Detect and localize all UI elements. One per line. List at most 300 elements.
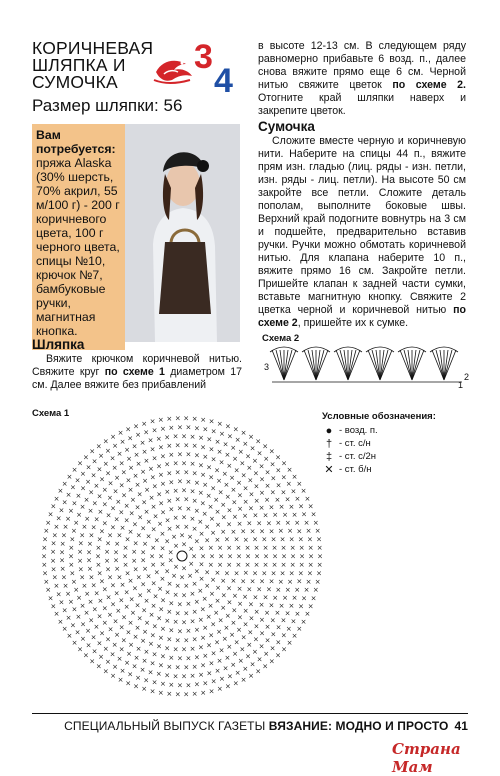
stitch-mark: × (306, 569, 313, 578)
fan-stitch (372, 350, 380, 380)
stitch-mark: × (111, 464, 118, 473)
stitch-mark: × (107, 573, 113, 582)
stitch-mark: × (98, 527, 105, 536)
stitch-mark: × (183, 416, 190, 423)
stitch-mark: × (202, 425, 209, 434)
legend-text-sc: - ст. б/н (339, 463, 372, 475)
stitch-mark: × (179, 573, 185, 582)
stitch-mark: × (191, 608, 198, 617)
stitch-mark: × (81, 523, 88, 531)
stitch-mark: × (142, 540, 148, 548)
stitch-mark: × (216, 657, 223, 665)
materials-text: пряжа Alaska (30% шерсть, 70% акрил, 55 м/100 г) - 200 г коричневого цвета, 100 г черного цвета, спицы №10, крючок №7, бамбуковые ручки, магнитная кнопка. (36, 156, 120, 338)
stitch-mark: × (191, 579, 198, 588)
stitch-mark: × (105, 469, 112, 478)
stitch-mark: × (116, 573, 123, 582)
stitch-mark: × (159, 424, 166, 433)
stitch-mark: × (214, 667, 221, 676)
bird-logo-icon (150, 50, 200, 90)
stitch-mark: × (143, 676, 150, 685)
stitch-mark: × (298, 561, 305, 569)
stitch-mark: × (256, 519, 263, 528)
stitch-mark: × (69, 535, 76, 544)
stitch-mark: × (174, 609, 181, 618)
stitch-mark: × (139, 665, 146, 674)
stitch-mark: × (185, 654, 192, 663)
stitch-mark: × (77, 539, 84, 548)
stitch-mark: × (216, 448, 223, 456)
chart-center-ring (177, 551, 187, 561)
stitch-mark: × (59, 565, 66, 574)
stitch-mark: × (113, 548, 120, 557)
stitch-mark: × (256, 655, 263, 664)
stitch-mark: × (247, 504, 254, 513)
stitch-mark: × (90, 523, 97, 532)
stitch-mark: × (261, 569, 268, 578)
stitch-mark: × (210, 576, 216, 585)
stitch-mark: × (226, 543, 233, 552)
stitch-mark: × (118, 481, 125, 490)
stitch-mark: × (221, 469, 228, 478)
stitch-mark: × (93, 515, 100, 524)
stitch-mark: × (236, 491, 243, 500)
stitch-mark: × (140, 524, 147, 533)
hat-text-3: диаметром 17 см. Далее вяжите без прибавлений (32, 366, 243, 391)
stitch-mark: × (189, 433, 196, 441)
stitch-mark: × (159, 544, 166, 553)
fan-stitch (340, 350, 348, 380)
stitch-mark: × (59, 556, 66, 565)
stitch-mark: × (58, 506, 65, 515)
stitch-mark: × (131, 662, 138, 671)
stitch-mark: × (51, 531, 58, 540)
stitch-mark: × (183, 636, 190, 645)
stitch-mark: × (168, 505, 175, 514)
single-crochet-icon: ✕ (324, 463, 334, 476)
stitch-mark: × (256, 449, 263, 458)
stitch-mark: × (133, 653, 140, 662)
stitch-mark: × (74, 628, 81, 637)
stitch-mark: × (143, 648, 150, 657)
stitch-mark: × (198, 544, 205, 553)
stitch-mark: × (252, 535, 259, 544)
stitch-mark: × (132, 472, 139, 480)
stitch-mark: × (181, 564, 188, 573)
stitch-mark: × (119, 438, 126, 446)
stitch-mark: × (252, 635, 259, 644)
stitch-mark: × (58, 598, 65, 607)
stitch-mark: × (57, 487, 64, 496)
stitch-mark: × (215, 584, 222, 593)
stitch-mark: × (110, 433, 116, 441)
stitch-mark: × (264, 608, 270, 617)
stitch-mark: × (224, 682, 231, 691)
stitch-mark: × (139, 439, 146, 448)
stitch-mark: × (207, 544, 214, 552)
stitch-mark: × (263, 552, 269, 561)
stitch-mark: × (240, 633, 247, 642)
stitch-mark: × (301, 594, 307, 603)
stitch-mark: × (314, 527, 321, 536)
stitch-mark: × (101, 519, 108, 528)
stitch-mark: × (290, 617, 297, 626)
stitch-mark: × (91, 499, 98, 508)
stitch-mark: × (263, 454, 270, 463)
stitch-mark: × (69, 621, 76, 630)
stitch-mark: × (141, 498, 148, 507)
stitch-mark: × (90, 471, 97, 480)
stitch-mark: × (264, 468, 271, 477)
stitch-mark: × (230, 661, 237, 669)
stitch-mark: × (109, 523, 116, 532)
stitch-mark: × (262, 593, 269, 602)
bag-text-2: по схеме 2 (258, 304, 466, 329)
stitch-mark: × (113, 589, 120, 598)
stitch-mark: × (132, 633, 139, 641)
stitch-mark: × (268, 527, 275, 536)
stitch-mark: × (174, 582, 181, 591)
stitch-mark: × (164, 460, 171, 469)
stitch-mark: × (204, 522, 211, 531)
stitch-mark: × (312, 586, 319, 595)
stitch-mark: × (285, 480, 292, 489)
stitch-mark: × (176, 681, 183, 690)
stitch-mark: × (166, 579, 173, 588)
stitch-mark: × (158, 552, 164, 561)
stitch-mark: × (77, 548, 84, 557)
stitch-mark: × (114, 539, 121, 548)
stitch-mark: × (128, 509, 135, 518)
stitch-mark: × (151, 622, 158, 631)
stitch-mark: × (106, 493, 113, 502)
stitch-mark: × (245, 452, 251, 461)
stitch-mark: × (268, 447, 275, 456)
legend-item-dc (322, 437, 472, 450)
stitch-mark: × (210, 649, 217, 658)
stitch-mark: × (281, 552, 287, 561)
stitch-mark: × (117, 676, 124, 684)
stitch-mark: × (82, 453, 89, 462)
stitch-mark: × (166, 608, 173, 617)
stitch-mark: × (149, 445, 156, 454)
stitch-mark: × (275, 623, 282, 632)
stitch-mark: × (253, 561, 260, 569)
site-watermark: Страна Мам (392, 740, 461, 776)
stitch-mark: × (124, 659, 130, 668)
stitch-mark: × (99, 475, 105, 484)
stitch-mark: × (263, 650, 270, 659)
stitch-mark: × (122, 544, 129, 552)
stitch-mark: × (157, 584, 164, 593)
stitch-mark: × (143, 428, 150, 437)
stitch-mark: × (149, 473, 156, 482)
stitch-mark: × (249, 660, 256, 669)
stitch-mark: × (95, 552, 101, 561)
stitch-mark: × (183, 441, 190, 450)
stitch-mark: × (93, 589, 100, 598)
stitch-mark: × (96, 492, 103, 501)
stitch-mark: × (69, 483, 76, 492)
stitch-mark: × (214, 466, 221, 475)
stitch-mark: × (73, 519, 80, 527)
stitch-mark: × (189, 617, 196, 626)
stitch-mark: × (208, 687, 215, 696)
stitch-mark: × (135, 644, 142, 653)
stitch-mark: × (202, 481, 209, 490)
stitch-mark: × (118, 623, 125, 632)
stitch-mark: × (181, 432, 188, 441)
stitch-mark: × (255, 437, 262, 446)
stitch-mark: × (193, 680, 200, 689)
stitch-mark: × (131, 520, 138, 529)
stitch-mark: × (284, 586, 291, 594)
stitch-mark: × (193, 653, 200, 662)
stitch-mark: × (274, 609, 281, 618)
stitch-mark: × (65, 613, 72, 622)
stitch-mark: × (265, 585, 272, 594)
stitch-mark: × (234, 668, 241, 677)
hat-section (32, 338, 242, 392)
stitch-mark: × (157, 416, 164, 425)
stitch-mark: × (202, 679, 209, 688)
stitch-mark: × (157, 661, 164, 670)
stitch-mark: × (176, 504, 183, 513)
stitch-mark: × (200, 688, 207, 697)
stitch-mark: × (271, 561, 278, 569)
stitch-mark: × (181, 618, 188, 627)
stitch-mark: × (89, 657, 96, 666)
stitch-mark: × (275, 466, 282, 475)
stitch-mark: × (193, 479, 200, 487)
stitch-mark: × (284, 609, 291, 618)
stitch-mark: × (60, 531, 67, 540)
stitch-mark: × (126, 650, 132, 658)
stitch-mark: × (198, 671, 204, 679)
stitch-mark: × (242, 484, 249, 493)
issue-logo (150, 40, 250, 102)
stitch-mark: × (248, 433, 254, 441)
stitch-mark: × (101, 619, 108, 628)
stitch-mark: × (197, 615, 204, 624)
stitch-mark: × (160, 596, 167, 605)
stitch-mark: × (155, 434, 162, 443)
stitch-mark: × (316, 544, 323, 552)
stitch-mark: × (237, 657, 244, 666)
stitch-mark: × (268, 503, 275, 512)
stitch-mark: × (208, 515, 215, 523)
materials-heading: Вам потребуется: (36, 128, 116, 156)
stitch-mark: × (122, 552, 128, 561)
stitch-mark: × (129, 609, 136, 618)
stitch-mark: × (231, 592, 238, 600)
stitch-mark: × (51, 573, 58, 582)
stitch-mark: × (213, 496, 220, 505)
stitch-mark: × (261, 535, 268, 544)
stitch-mark: × (45, 518, 52, 527)
stitch-mark: × (98, 653, 105, 661)
stitch-mark: × (307, 561, 314, 569)
stitch-mark: × (110, 600, 117, 609)
stitch-mark: × (102, 459, 109, 468)
stitch-mark: × (82, 651, 89, 660)
stitch-mark: × (185, 627, 192, 636)
stitch-mark: × (136, 614, 143, 623)
stitch-mark: × (214, 597, 221, 606)
stitch-mark: × (207, 503, 214, 512)
stitch-mark: × (198, 560, 205, 569)
stitch-mark: × (91, 457, 98, 466)
logo-digit-three: 3 (194, 38, 213, 76)
stitch-mark: × (145, 587, 152, 596)
stitch-mark: × (127, 618, 134, 627)
stitch-mark: × (143, 597, 150, 606)
stitch-mark: × (299, 552, 305, 561)
stitch-mark: × (249, 577, 256, 586)
stitch-mark: × (226, 462, 233, 471)
stitch-mark: × (152, 512, 159, 521)
stitch-mark: × (114, 565, 121, 574)
stitch-mark: × (307, 502, 314, 511)
stitch-mark: × (237, 447, 244, 456)
stitch-mark: × (262, 442, 269, 451)
stitch-mark: × (181, 672, 188, 681)
stitch-mark: × (124, 445, 130, 454)
stitch-mark: × (286, 639, 293, 647)
stitch-mark: × (136, 490, 143, 499)
stitch-mark: × (171, 533, 177, 542)
hat-instructions-continued (258, 40, 466, 118)
stitch-mark: × (201, 510, 208, 519)
stitch-mark: × (205, 612, 212, 621)
stitch-mark: × (252, 569, 259, 578)
stitch-mark: × (269, 616, 276, 625)
stitch-mark: × (269, 460, 276, 469)
stitch-mark: × (200, 416, 207, 425)
stitch-mark: × (197, 518, 204, 526)
stitch-mark: × (134, 601, 141, 610)
stitch-mark: × (259, 577, 266, 586)
stitch-mark: × (174, 441, 181, 450)
stitch-mark: × (168, 599, 175, 608)
stitch-mark: × (88, 573, 95, 582)
hat-heading: Шляпка (32, 337, 85, 352)
stitch-mark: × (166, 662, 173, 671)
stitch-mark: × (123, 501, 130, 510)
stitch-mark: × (230, 618, 237, 627)
stitch-mark: × (167, 548, 174, 557)
stitch-mark: × (84, 515, 91, 523)
stitch-mark: × (50, 548, 57, 557)
stitch-mark: × (272, 511, 279, 519)
stitch-mark: × (236, 520, 243, 529)
stitch-mark: × (246, 519, 253, 528)
stitch-mark: × (104, 548, 111, 557)
stitch-mark: × (288, 503, 295, 512)
stitch-mark: × (210, 484, 217, 493)
stitch-mark: × (141, 606, 148, 615)
stitch-mark: × (242, 535, 249, 544)
stitch-mark: × (181, 513, 188, 522)
stitch-mark: × (297, 535, 304, 544)
stitch-mark: × (200, 443, 207, 452)
stitch-mark: × (131, 548, 138, 557)
stitch-mark: × (147, 436, 154, 445)
stitch-mark: × (282, 594, 288, 602)
stitch-mark: × (61, 625, 68, 634)
stitch-mark: × (233, 638, 240, 647)
stitch-mark: × (68, 561, 75, 569)
stitch-mark: × (87, 507, 94, 516)
stitch-mark: × (96, 639, 103, 648)
stitch-mark: × (119, 581, 126, 590)
stitch-mark: × (85, 477, 91, 486)
legend-title: Условные обозначения: (322, 411, 436, 422)
stitch-mark: × (97, 597, 104, 606)
stitch-mark: × (121, 613, 128, 622)
stitch-mark: × (125, 476, 132, 485)
stitch-mark: × (106, 611, 113, 620)
stitch-mark: × (125, 628, 132, 637)
stitch-mark: × (296, 479, 303, 488)
stitch-mark: × (278, 601, 285, 610)
stitch-mark: × (232, 650, 238, 658)
stitch-mark: × (105, 511, 112, 520)
stitch-mark: × (275, 453, 282, 462)
stitch-mark: × (221, 635, 228, 644)
stitch-mark: × (50, 602, 57, 611)
stitch-mark: × (121, 491, 128, 500)
stitch-mark: × (197, 489, 204, 498)
stitch-mark: × (47, 510, 54, 519)
footer-magazine: ВЯЗАНИЕ: МОДНО И ПРОСТО (268, 719, 449, 733)
stitch-mark: × (253, 482, 260, 491)
stitch-mark: × (187, 533, 193, 542)
stitch-mark: × (79, 601, 86, 610)
stitch-mark: × (297, 569, 304, 578)
stitch-mark: × (242, 620, 249, 629)
stitch-mark: × (230, 444, 237, 452)
stitch-mark: × (233, 569, 240, 578)
stitch-mark: × (224, 493, 231, 502)
stitch-mark: × (164, 433, 171, 442)
stitch-mark: × (208, 659, 215, 668)
stitch-mark: × (210, 528, 216, 537)
stitch-mark: × (247, 476, 254, 485)
stitch-mark: × (242, 607, 249, 616)
scheme2-diagram (262, 344, 472, 390)
stitch-mark: × (164, 488, 171, 497)
stitch-mark: × (166, 442, 173, 451)
stitch-mark: × (187, 571, 193, 580)
stitch-mark: × (151, 426, 158, 435)
stitch-mark: × (275, 651, 282, 660)
stitch-mark: × (215, 520, 222, 529)
stitch-mark: × (150, 544, 157, 552)
stitch-mark: × (185, 450, 192, 459)
stitch-mark: × (214, 536, 221, 545)
stitch-mark: × (205, 492, 212, 501)
stitch-mark: × (151, 454, 158, 463)
stitch-mark: × (235, 544, 242, 552)
stitch-mark: × (244, 544, 251, 553)
stitch-mark: × (164, 567, 171, 576)
stitch-mark: × (149, 659, 156, 668)
stitch-mark: × (304, 610, 311, 619)
page-title: КОРИЧНЕВАЯ ШЛЯПКА И СУМОЧКА (32, 38, 154, 92)
stitch-mark: × (201, 594, 208, 603)
bag-heading: Сумочка (258, 119, 315, 134)
stitch-mark: × (258, 600, 265, 609)
